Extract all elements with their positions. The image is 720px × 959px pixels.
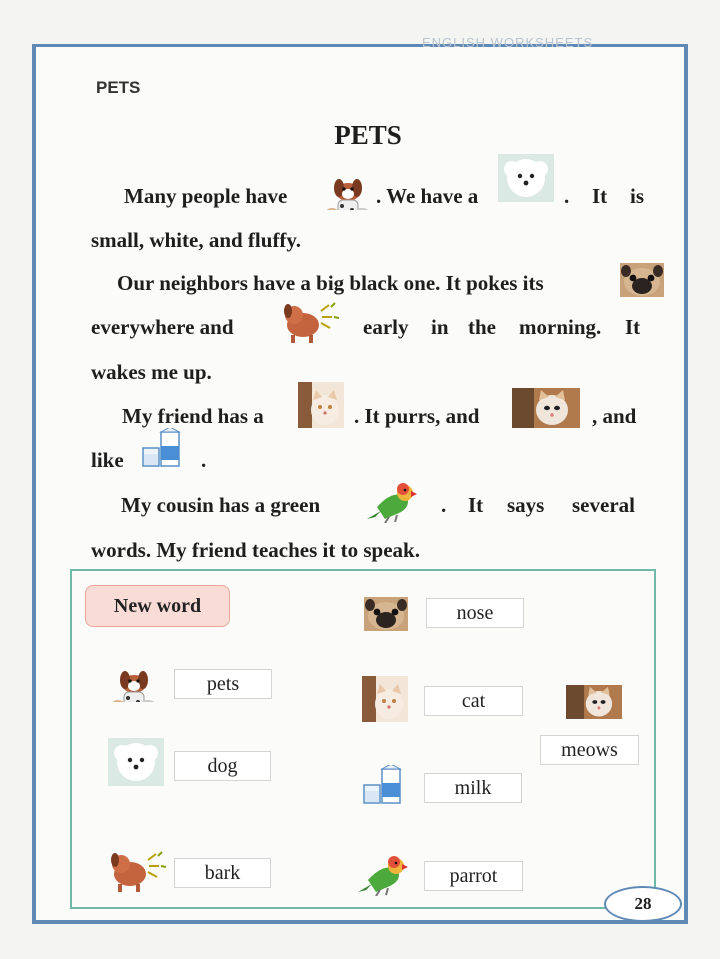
text-segment: says xyxy=(507,493,545,517)
text-segment: several xyxy=(572,493,635,517)
cat-icon xyxy=(362,676,408,722)
word-label-bark: bark xyxy=(174,858,271,888)
new-word-heading: New word xyxy=(85,585,230,627)
word-label-milk: milk xyxy=(424,773,522,803)
story-line-3 xyxy=(117,271,662,307)
word-label-dog: dog xyxy=(174,751,271,781)
text-segment: My friend has a xyxy=(122,404,264,428)
text-segment: , and xyxy=(592,404,637,428)
text-segment: like xyxy=(91,448,124,472)
bark-icon xyxy=(106,846,168,892)
text-segment: It xyxy=(592,184,608,208)
fluffy-dog-icon xyxy=(498,154,554,202)
pets-icon xyxy=(108,654,162,702)
text-segment: the xyxy=(468,315,496,339)
text-segment: Many people have xyxy=(124,184,288,208)
story-line-6 xyxy=(122,404,652,440)
text-segment: . xyxy=(564,184,570,208)
word-label-cat: cat xyxy=(424,686,523,716)
text-segment: . It purrs, and xyxy=(354,404,480,428)
meowing-cat-icon xyxy=(566,685,622,719)
nose-icon xyxy=(620,263,664,297)
text-segment: It xyxy=(468,493,484,517)
text-segment: Our neighbors have a big black one. It pokes its xyxy=(117,271,544,295)
story-line-2: small, white, and fluffy. xyxy=(91,228,302,252)
cat-icon xyxy=(298,382,344,428)
nose-icon xyxy=(364,597,408,631)
text-segment: morning. xyxy=(519,315,602,339)
story-line-8 xyxy=(121,493,649,529)
fluffy-dog-icon xyxy=(108,738,164,786)
text-segment: everywhere and xyxy=(91,315,234,339)
story-line-9: words. My friend teaches it to speak. xyxy=(91,538,420,562)
watermark: ENGLISH WORKSHEETS xyxy=(422,35,594,50)
parrot-icon xyxy=(367,477,423,523)
story-line-4 xyxy=(91,315,649,351)
milk-icon xyxy=(141,428,183,472)
story-line-1 xyxy=(124,182,654,222)
story-title: PETS xyxy=(334,120,402,150)
milk-icon xyxy=(362,765,404,809)
text-segment: It xyxy=(625,315,641,339)
header-label: PETS xyxy=(96,78,141,97)
story-line-7 xyxy=(91,448,291,484)
text-segment: . We have a xyxy=(376,184,479,208)
text-segment: . xyxy=(201,448,207,472)
text-segment: is xyxy=(630,184,645,208)
text-segment: My cousin has a green xyxy=(121,493,321,517)
word-label-meows: meows xyxy=(540,735,639,765)
story-line-5: wakes me up. xyxy=(91,360,212,384)
word-label-nose: nose xyxy=(426,598,524,628)
pets-icon xyxy=(322,162,376,210)
bark-icon xyxy=(279,297,341,343)
text-segment: in xyxy=(431,315,449,339)
parrot-icon xyxy=(358,850,414,896)
text-segment: early xyxy=(363,315,409,339)
meowing-cat-icon xyxy=(512,388,580,428)
page-number: 28 xyxy=(604,886,682,922)
word-label-parrot: parrot xyxy=(424,861,523,891)
text-segment: . xyxy=(441,493,447,517)
word-label-pets: pets xyxy=(174,669,272,699)
